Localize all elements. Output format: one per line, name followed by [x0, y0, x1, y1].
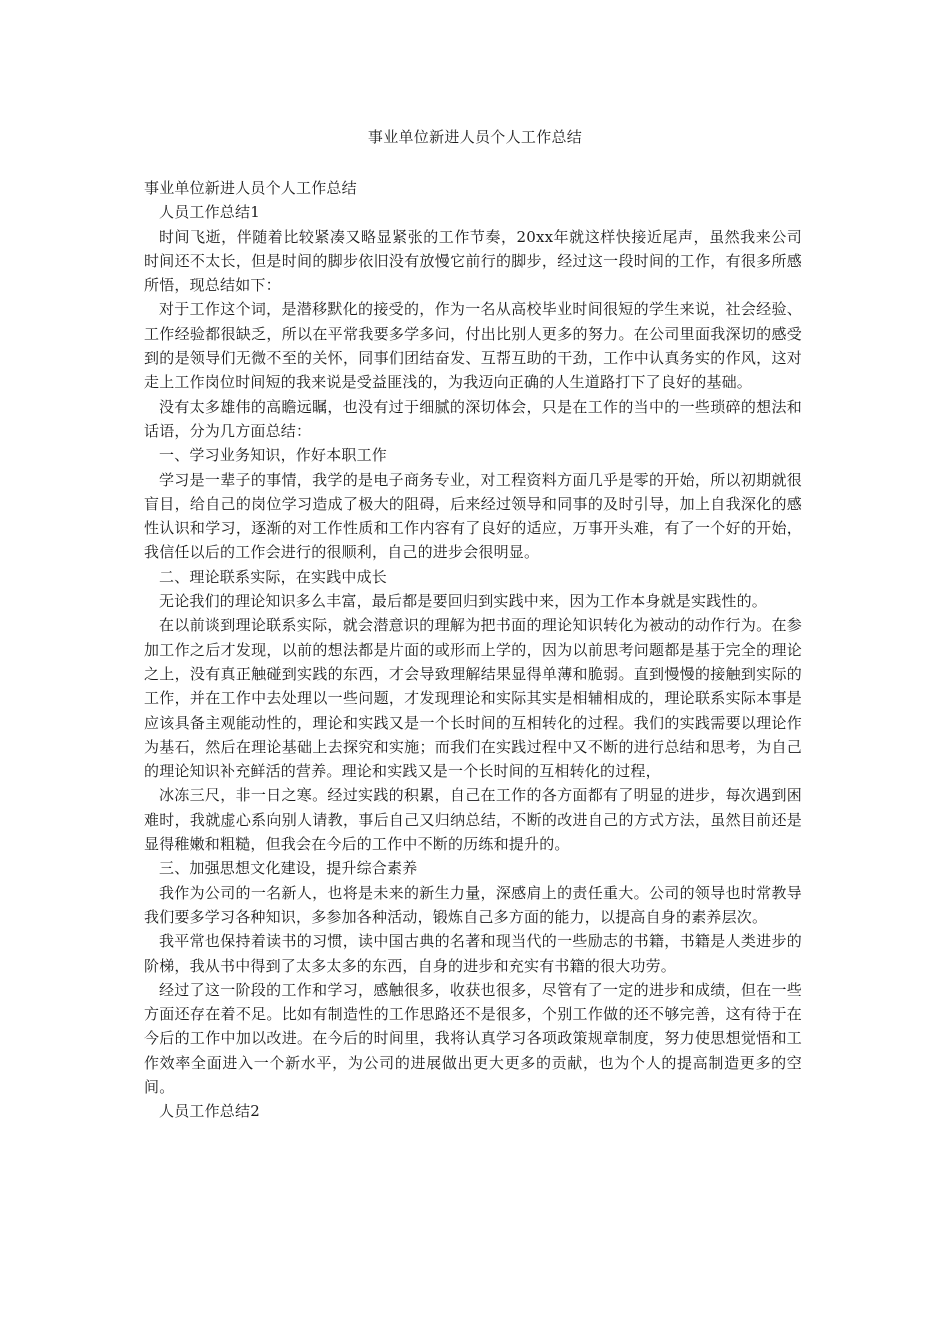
paragraph: 无论我们的理论知识多么丰富，最后都是要回归到实践中来，因为工作本身就是实践性的。 — [159, 592, 768, 611]
paragraph: 对于工作这个词，是潜移默化的接受的，作为一名从高校毕业时间很短的学生来说，社会经验、工作经验都很缺乏，所以在平常我要多学多问，付出比别人更多的努力。在公司里面我深切的感受到的是领导们无微不至的关怀，同事们团结奋发、互帮互助的干劲，工作中认真务实的作风，这对走上工作岗位时间短的我来说是受益匪浅的，为我迈向正确的人生道路打下了良好的基础。 — [144, 300, 802, 392]
paragraph: 时间飞逝，伴随着比较紧凑又略显紧张的工作节奏，20xx年就这样快接近尾声，虽然我来公司时间还不太长，但是时间的脚步依旧没有放慢它前行的脚步，经过这一段时间的工作，有很多所感所悟，现总结如下： — [144, 227, 802, 295]
subsection-heading-3: 三、加强思想文化建设，提升综合素养 — [159, 859, 418, 878]
paragraph: 冰冻三尺，非一日之寒。经过实践的积累，自己在工作的各方面都有了明显的进步，每次遇到困难时，我就虚心系向别人请教，事后自己又归纳总结，不断的改进自己的方式方法，虽然目前还是显得稚嫩和粗糙，但我会在今后的工作中不断的历练和提升的。 — [144, 786, 802, 854]
document-body — [144, 176, 802, 1124]
section-heading-summary-1: 人员工作总结1 — [159, 203, 260, 222]
paragraph: 学习是一辈子的事情，我学的是电子商务专业，对工程资料方面几乎是零的开始，所以初期就很盲目，给自己的岗位学习造成了极大的阻碍，后来经过领导和同事的及时引导，加上自我深化的感性认识和学习，逐渐的对工作性质和工作内容有了良好的适应，万事开头难，有了一个好的开始，我信任以后的工作会进行的很顺利，自己的进步会很明显。 — [144, 470, 802, 562]
body-heading: 事业单位新进人员个人工作总结 — [144, 179, 357, 197]
paragraph: 我作为公司的一名新人，也将是未来的新生力量，深感肩上的责任重大。公司的领导也时常教导我们要多学习各种知识，多参加各种活动，锻炼自己多方面的能力，以提高自身的素养层次。 — [144, 883, 802, 926]
paragraph: 在以前谈到理论联系实际，就会潜意识的理解为把书面的理论知识转化为被动的动作行为。在参加工作之后才发现，以前的想法都是片面的或形而上学的，因为以前思考问题都是基于完全的理论之上，没有真正触碰到实践的东西，才会导致理解结果显得单薄和脆弱。直到慢慢的接触到实际的工作，并在工作中去处理以一些问题，才发现理论和实际其实是相辅相成的，理论联系实际本事是应该具备主观能动性的，理论和实践又是一个长时间的互相转化的过程。我们的实践需要以理论作为基石，然后在理论基础上去探究和实施；而我们在实践过程中又不断的进行总结和思考，为自己的理论知识补充鲜活的营养。理论和实践又是一个长时间的互相转化的过程， — [144, 616, 802, 781]
paragraph: 没有太多雄伟的高瞻远瞩，也没有过于细腻的深切体会，只是在工作的当中的一些琐碎的想法和话语，分为几方面总结： — [144, 397, 802, 440]
subsection-heading-2: 二、理论联系实际，在实践中成长 — [159, 567, 388, 586]
paragraph: 经过了这一阶段的工作和学习，感触很多，收获也很多，尽管有了一定的进步和成绩，但在一些方面还存在着不足。比如有制造性的工作思路还不是很多，个别工作做的还不够完善，这有待于在今后的工作中加以改进。在今后的时间里，我将认真学习各项政策规章制度，努力使思想觉悟和工作效率全面进入一个新水平，为公司的进展做出更大更多的贡献，也为个人的提高制造更多的空间。 — [144, 980, 802, 1096]
paragraph: 我平常也保持着读书的习惯，读中国古典的名著和现当代的一些励志的书籍，书籍是人类进步的阶梯，我从书中得到了太多太多的东西，自身的进步和充实有书籍的很大功劳。 — [144, 932, 802, 975]
section-heading-summary-2: 人员工作总结2 — [159, 1102, 260, 1121]
document-title: 事业单位新进人员个人工作总结 — [367, 128, 583, 146]
subsection-heading-1: 一、学习业务知识，作好本职工作 — [159, 446, 388, 465]
